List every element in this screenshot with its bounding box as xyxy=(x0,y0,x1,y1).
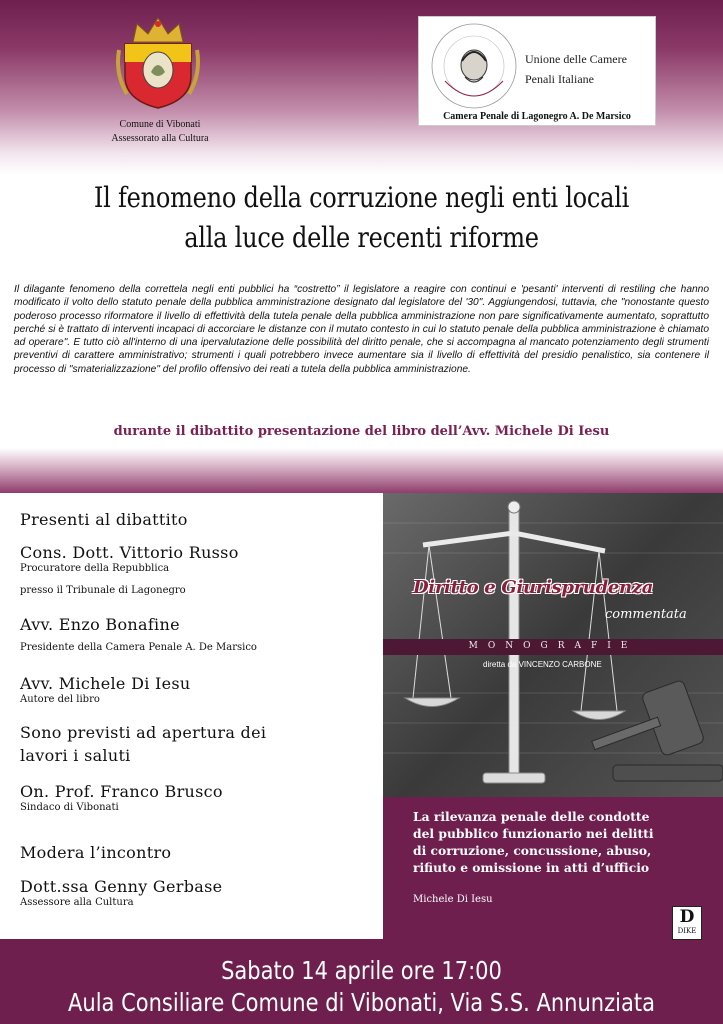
speaker-diiesu-role: Autore del libro xyxy=(20,694,100,705)
saluti-line2: lavori i saluti xyxy=(20,746,131,765)
publisher-logo xyxy=(672,906,702,940)
ucpi-logo xyxy=(418,16,656,126)
comune-caption xyxy=(80,118,240,146)
ucpi-name-line2: Penali Italiane xyxy=(525,72,594,86)
speaker-gerbase-role: Assessore alla Cultura xyxy=(20,897,134,908)
speaker-russo-name: Cons. Dott. Vittorio Russo xyxy=(20,543,239,562)
book-desc-line2: del pubblico funzionario nei delitti xyxy=(413,826,654,841)
book-author: Michele Di Iesu xyxy=(413,894,493,905)
book-series-label: MONOGRAFIE xyxy=(468,641,638,651)
page-title xyxy=(59,178,664,258)
event-date: Sabato 14 aprile ore 17:00 xyxy=(221,956,502,985)
ucpi-name xyxy=(525,49,627,89)
book-series-subtitle: commentata xyxy=(605,607,687,622)
coat-of-arms-icon xyxy=(115,14,201,110)
ucpi-name-line1: Unione delle Camere xyxy=(525,52,627,66)
speaker-russo-role-2: presso il Tribunale di Lagonegro xyxy=(20,585,186,596)
book-presentation-line: durante il dibattito presentazione del libro dell’Avv. Michele Di Iesu xyxy=(113,424,610,439)
book-cover xyxy=(383,493,723,797)
book-series-director: diretta da VINCENZO CARBONE xyxy=(483,660,602,669)
book-desc-line3: di corruzione, concussione, abuso, xyxy=(413,843,652,858)
title-line2: alla luce delle recenti riforme xyxy=(184,221,539,254)
moderator-heading: Modera l’incontro xyxy=(20,843,172,862)
publisher-name: DIKE xyxy=(677,927,697,935)
comune-name: Comune di Vibonati xyxy=(119,119,201,130)
book-title-description xyxy=(413,808,713,876)
event-info xyxy=(58,955,665,1019)
speaker-brusco-role: Sindaco di Vibonati xyxy=(20,802,119,813)
speaker-diiesu-name: Avv. Michele Di Iesu xyxy=(20,674,191,693)
speaker-bonafine-role: Presidente della Camera Penale A. De Marsico xyxy=(20,642,257,653)
assessorato-name: Assessorato alla Cultura xyxy=(111,133,209,144)
event-place: Aula Consiliare Comune di Vibonati, Via S.S. Annunziata xyxy=(68,988,655,1017)
ucpi-seal-icon xyxy=(429,21,519,111)
speaker-gerbase-name: Dott.ssa Genny Gerbase xyxy=(20,877,223,896)
intro-paragraph: Il dilagante fenomeno della correttela negli enti pubblici ha “costretto” il legislatore a reagire con continui e 'pesanti' interventi di restiling che hanno modificato il volto dello statuto penale della pubblica amministrazione designato dal legislatore del '30". Aggiungendosi, tuttavia, che "nonostante questo poderoso processo riformatore il livello di effettività della tutela penale della pubblica amministrazione non pare significativamente aumentato, soprattutto perché si è trattato di interventi incapaci di accorciare le distanze con il mutato contesto in cui lo statuto penale della pubblica amministrazione è chiamato ad operare". E tutto ciò all'interno di una ipervalutazione delle possibilità del diritto penale, che si accompagna al mancato potenziamento degli strumenti preventivi di carattere amministrativo; strumenti i quali potrebbero invece aumentare sia il livello di effettività del presidio penalistico, sia contenere il processo di "smaterializzazione" del profilo offensivo dei reati a tutela della pubblica amministrazione. xyxy=(14,284,709,375)
saluti-line1: Sono previsti ad apertura dei xyxy=(20,723,267,742)
speaker-russo-role: Procuratore della Repubblica xyxy=(20,563,170,574)
publisher-mark: D xyxy=(679,907,695,927)
book-series-title: Diritto e Giurisprudenza xyxy=(413,577,654,598)
title-line1: Il fenomeno della corruzione negli enti locali xyxy=(93,181,630,214)
speakers-heading: Presenti al dibattito xyxy=(20,510,188,529)
book-desc-line4: rifiuto e omissione in atti d’ufficio xyxy=(413,860,650,875)
speaker-brusco-name: On. Prof. Franco Brusco xyxy=(20,782,223,801)
camera-penale-name: Camera Penale di Lagonegro A. De Marsico xyxy=(443,111,631,122)
book-desc-line1: La rilevanza penale delle condotte xyxy=(413,809,650,824)
speaker-bonafine-name: Avv. Enzo Bonafine xyxy=(20,615,180,634)
